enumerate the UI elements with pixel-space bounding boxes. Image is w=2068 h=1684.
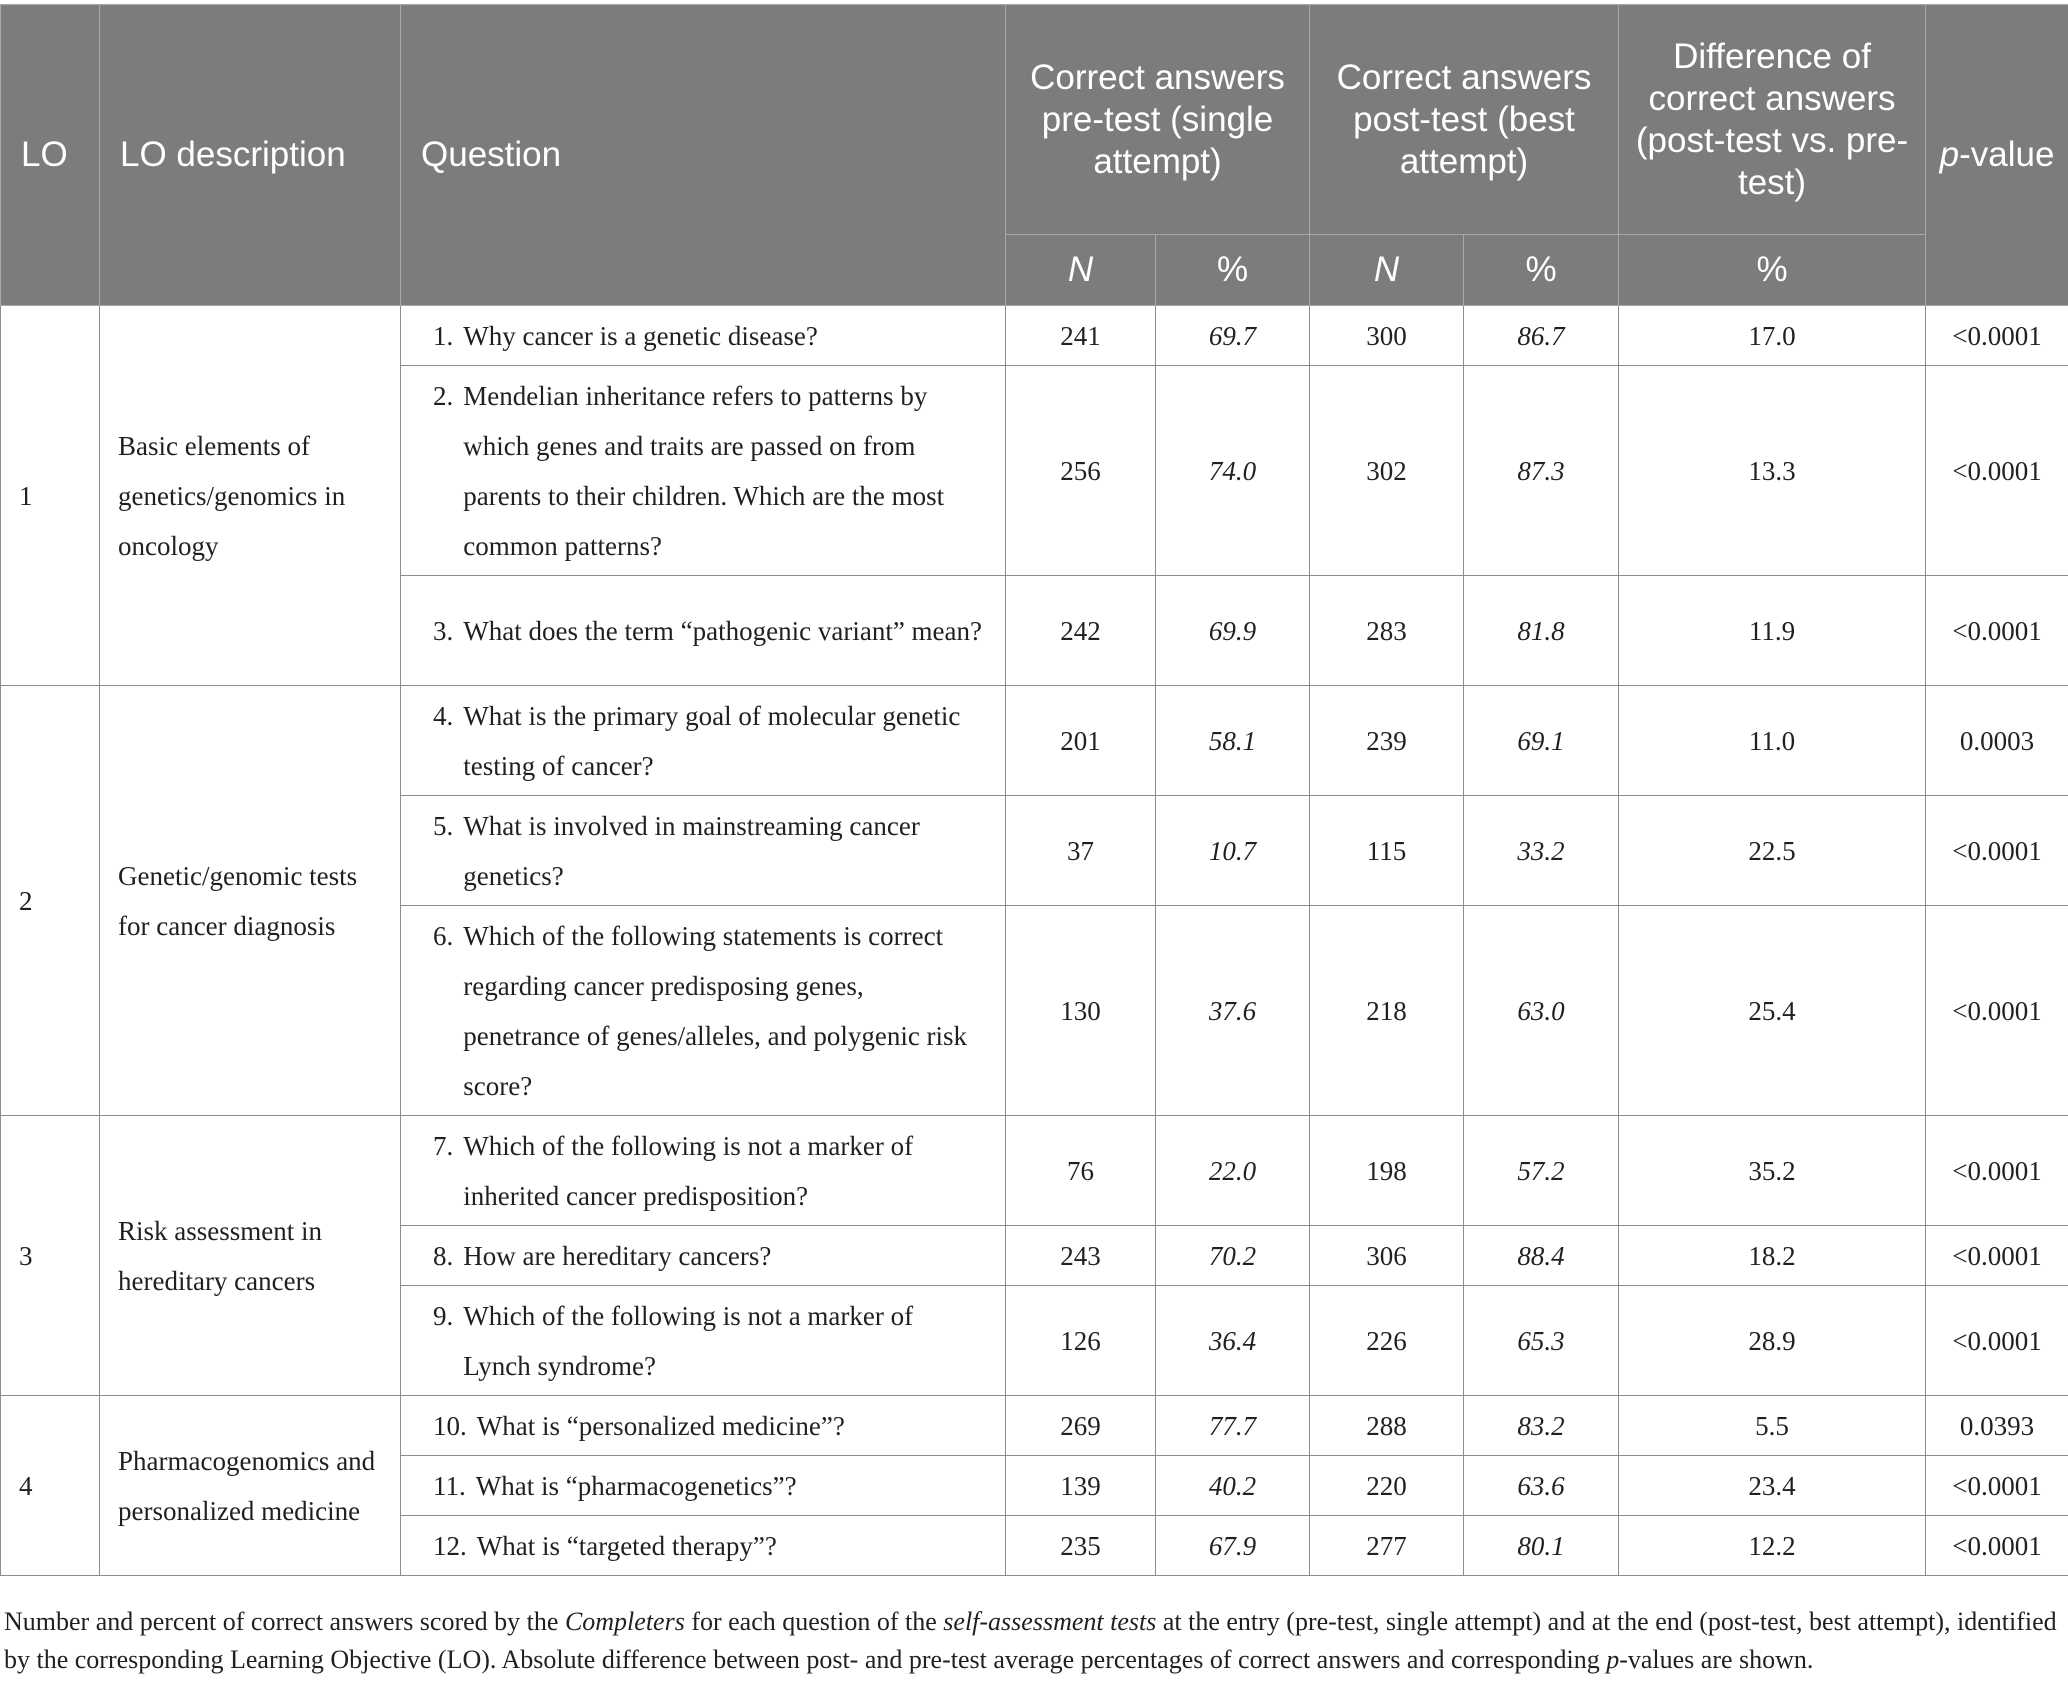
p-value-cell: <0.0001 [1926,1286,2068,1396]
col-header-difference: Difference of correct answers (post-test vs. pre-test) [1619,5,1926,235]
question-cell [401,576,1006,686]
question-cell [401,1516,1006,1576]
subheader-diff-pct: % [1619,235,1926,306]
post-test-n-cell: 218 [1310,906,1464,1116]
pre-test-n-cell: 126 [1006,1286,1156,1396]
difference-pct-cell: 5.5 [1619,1396,1926,1456]
difference-pct-cell: 35.2 [1619,1116,1926,1226]
lo-description-cell: Pharmacogenomics and personalized medicine [100,1396,401,1576]
pre-test-n-cell: 235 [1006,1516,1156,1576]
question-text: How are hereditary cancers? [463,1240,772,1271]
question-text: What is the primary goal of molecular genetic testing of cancer? [463,700,961,781]
question-number: 11. [433,1470,466,1501]
question-cell [401,366,1006,576]
table-body [1,306,2068,1576]
header-row [1,5,2068,235]
difference-pct-cell: 13.3 [1619,366,1926,576]
pre-test-n-cell: 201 [1006,686,1156,796]
question-cell [401,906,1006,1116]
subheader-post-n: N [1310,235,1464,306]
lo-number-cell: 4 [1,1396,100,1576]
pre-test-pct-cell: 10.7 [1156,796,1310,906]
post-test-n-cell: 220 [1310,1456,1464,1516]
post-test-pct-cell: 88.4 [1464,1226,1619,1286]
col-header-lo: LO [1,5,100,306]
pre-test-n-cell: 256 [1006,366,1156,576]
post-test-pct-cell: 80.1 [1464,1516,1619,1576]
question-cell [401,686,1006,796]
question-cell [401,1456,1006,1516]
post-test-pct-cell: 65.3 [1464,1286,1619,1396]
p-value-cell: <0.0001 [1926,906,2068,1116]
post-test-n-cell: 277 [1310,1516,1464,1576]
question-number: 1. [433,320,454,351]
difference-pct-cell: 18.2 [1619,1226,1926,1286]
pre-test-pct-cell: 77.7 [1156,1396,1310,1456]
question-number: 2. [433,380,454,411]
subheader-post-pct: % [1464,235,1619,306]
question-text: Which of the following is not a marker of Lynch syndrome? [463,1300,914,1381]
question-text: Which of the following is not a marker of inherited cancer predisposition? [463,1130,914,1211]
post-test-pct-cell: 86.7 [1464,306,1619,366]
lo-description-cell: Basic elements of genetics/genomics in oncology [100,306,401,686]
footnote-italic-self-assessment: self-assessment tests [943,1607,1157,1636]
post-test-n-cell: 283 [1310,576,1464,686]
post-test-n-cell: 300 [1310,306,1464,366]
pre-test-n-cell: 76 [1006,1116,1156,1226]
p-italic: p [1939,135,1960,174]
pre-test-pct-cell: 40.2 [1156,1456,1310,1516]
pre-test-pct-cell: 58.1 [1156,686,1310,796]
pre-test-n-cell: 139 [1006,1456,1156,1516]
pre-test-n-cell: 37 [1006,796,1156,906]
difference-pct-cell: 17.0 [1619,306,1926,366]
pre-test-pct-cell: 70.2 [1156,1226,1310,1286]
post-test-n-cell: 198 [1310,1116,1464,1226]
question-text: What is involved in mainstreaming cancer genetics? [463,810,920,891]
post-test-pct-cell: 83.2 [1464,1396,1619,1456]
footnote-italic-completers: Completers [564,1607,685,1636]
p-value-cell: 0.0003 [1926,686,2068,796]
footnote-text-4: -values are shown. [1619,1645,1814,1674]
pre-test-pct-cell: 37.6 [1156,906,1310,1116]
table-row [1,306,2068,366]
pre-test-pct-cell: 74.0 [1156,366,1310,576]
col-header-question: Question [401,5,1006,306]
question-cell [401,1396,1006,1456]
p-value-cell: <0.0001 [1926,1456,2068,1516]
post-test-n-cell: 302 [1310,366,1464,576]
lo-number-cell: 3 [1,1116,100,1396]
difference-pct-cell: 23.4 [1619,1456,1926,1516]
post-test-pct-cell: 33.2 [1464,796,1619,906]
col-header-p-value [1926,5,2068,306]
post-test-pct-cell: 63.6 [1464,1456,1619,1516]
question-number: 8. [433,1240,454,1271]
p-value-cell: <0.0001 [1926,576,2068,686]
question-cell [401,796,1006,906]
post-test-n-cell: 239 [1310,686,1464,796]
difference-pct-cell: 11.0 [1619,686,1926,796]
post-test-pct-cell: 81.8 [1464,576,1619,686]
post-test-n-cell: 306 [1310,1226,1464,1286]
p-value-cell: <0.0001 [1926,796,2068,906]
col-header-lo-description: LO description [100,5,401,306]
subheader-pre-n: N [1006,235,1156,306]
question-number: 5. [433,810,454,841]
p-value-cell: <0.0001 [1926,1226,2068,1286]
subheader-pre-pct: % [1156,235,1310,306]
pre-test-pct-cell: 69.9 [1156,576,1310,686]
footnote-italic-p: p [1606,1645,1620,1674]
footnote-text-2: for each question of the [684,1607,944,1636]
question-number: 9. [433,1300,454,1331]
pre-test-n-cell: 269 [1006,1396,1156,1456]
p-value-cell: <0.0001 [1926,1116,2068,1226]
difference-pct-cell: 12.2 [1619,1516,1926,1576]
question-text: What is “personalized medicine”? [476,1410,845,1441]
results-table [0,4,2068,1576]
footnote-text-3: at the entry (pre-test, single attempt) and at the end (post-test, best attempt), identified by the corresponding Learning Objective (LO). Absolute difference between post- and pre-test average percentages of correct answers and corresponding [4,1607,2057,1674]
pre-test-n-cell: 241 [1006,306,1156,366]
col-header-post-test: Correct answers post-test (best attempt) [1310,5,1619,235]
post-test-n-cell: 226 [1310,1286,1464,1396]
post-test-pct-cell: 63.0 [1464,906,1619,1116]
question-text: Which of the following statements is correct regarding cancer predisposing genes, penetrance of genes/alleles, and polygenic risk score? [463,920,968,1101]
difference-pct-cell: 28.9 [1619,1286,1926,1396]
col-header-pre-test: Correct answers pre-test (single attempt) [1006,5,1310,235]
question-number: 4. [433,700,454,731]
pre-test-n-cell: 130 [1006,906,1156,1116]
question-text: What is “targeted therapy”? [476,1530,777,1561]
lo-number-cell: 1 [1,306,100,686]
lo-description-cell: Risk assessment in hereditary cancers [100,1116,401,1396]
question-text: Mendelian inheritance refers to patterns by which genes and traits are passed on from parents to their children. Which are the most common patterns? [463,380,945,561]
p-value-cell: 0.0393 [1926,1396,2068,1456]
post-test-n-cell: 288 [1310,1396,1464,1456]
post-test-n-cell: 115 [1310,796,1464,906]
table-row [1,1116,2068,1226]
question-cell [401,1226,1006,1286]
p-value-suffix: -value [1959,135,2055,174]
post-test-pct-cell: 69.1 [1464,686,1619,796]
pre-test-pct-cell: 69.7 [1156,306,1310,366]
footnote-text-1: Number and percent of correct answers scored by the [4,1607,565,1636]
question-cell [401,1116,1006,1226]
table-footnote [4,1603,2064,1679]
pre-test-pct-cell: 22.0 [1156,1116,1310,1226]
question-number: 3. [433,615,454,646]
question-text: Why cancer is a genetic disease? [463,320,818,351]
difference-pct-cell: 25.4 [1619,906,1926,1116]
lo-number-cell: 2 [1,686,100,1116]
question-number: 10. [433,1410,467,1441]
question-text: What is “pharmacogenetics”? [475,1470,797,1501]
p-value-cell: <0.0001 [1926,366,2068,576]
post-test-pct-cell: 57.2 [1464,1116,1619,1226]
question-number: 6. [433,920,454,951]
question-cell [401,306,1006,366]
difference-pct-cell: 22.5 [1619,796,1926,906]
lo-description-cell: Genetic/genomic tests for cancer diagnosis [100,686,401,1116]
question-number: 7. [433,1130,454,1161]
pre-test-n-cell: 242 [1006,576,1156,686]
table-row [1,1396,2068,1456]
pre-test-pct-cell: 67.9 [1156,1516,1310,1576]
pre-test-n-cell: 243 [1006,1226,1156,1286]
post-test-pct-cell: 87.3 [1464,366,1619,576]
difference-pct-cell: 11.9 [1619,576,1926,686]
table-row [1,686,2068,796]
question-number: 12. [433,1530,467,1561]
question-cell [401,1286,1006,1396]
p-value-cell: <0.0001 [1926,306,2068,366]
question-text: What does the term “pathogenic variant” mean? [463,615,983,646]
p-value-cell: <0.0001 [1926,1516,2068,1576]
pre-test-pct-cell: 36.4 [1156,1286,1310,1396]
